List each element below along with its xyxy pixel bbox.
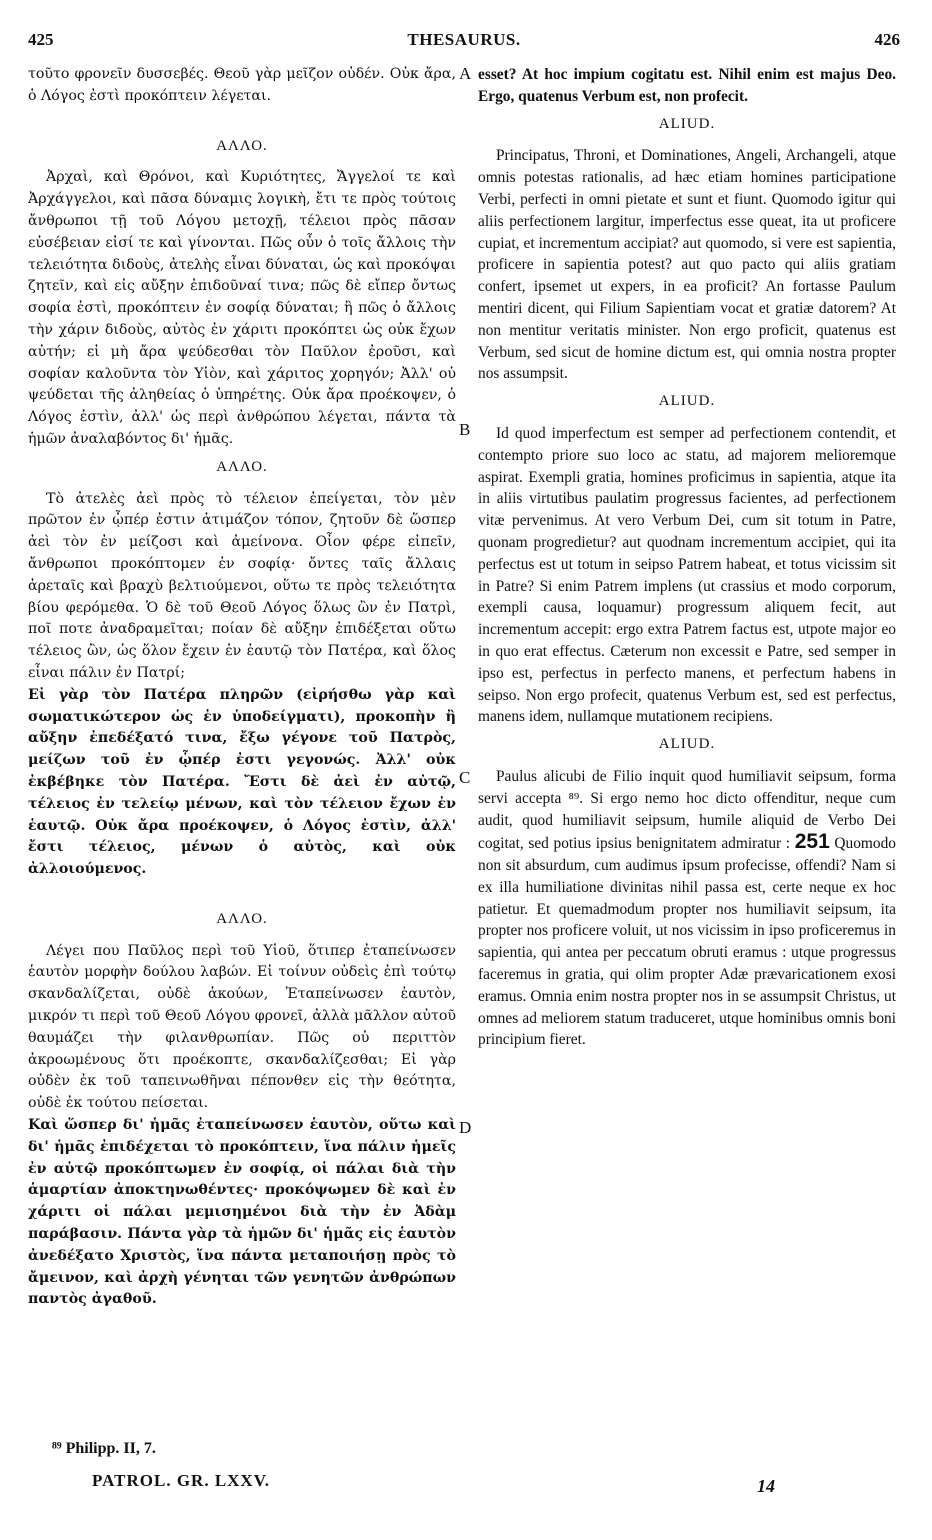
page-header	[28, 30, 900, 56]
greek-intro: τοῦτο φρονεῖν δυσσεβές. Θεοῦ γὰρ μεῖζον οὐδέν. Οὐκ ἄρα, ὁ Λόγος ἐστὶ προκόπτειν λέγεται.	[28, 66, 456, 104]
margin-letter-d: D	[459, 1118, 472, 1137]
latin-paragraph-2: Id quod imperfectum est semper ad perfectionem contendit, et contempto priore suo loco ac statu, ad majorem melioremque aspirat. Exempli gratia, homines proficimus in sapientia, atque ita in aliis virtutibus paulatim progressus facientes, ad perfectionem vitæ pervenimus. At vero Verbum Dei, cum sit totum in Patre, quonam progredietur? aut quodnam incrementum accipiet, qui ita perfectus est ut totum in seipso Patrem habeat, et totus vicissim sit in Patre? Si enim Patrem implens (ut crassius et modo corporum, exempli causa, loquamur) progressum aliquem fecit, aut incrementum accepit: ergo extra Patrem factus est, utpote major eo in quo erat effectus. Cæterum non excessit e Patre, sed semper in ipso est, perfectus in perfecto manens, et perfectum habens in seipso. Non ergo profecit, quatenus Verbum est, sed est perfectus, manens idem, nullamque mutationem recipiens.	[478, 424, 896, 726]
greek-heading-2: ΑΛΛΟ.	[216, 458, 268, 475]
greek-column	[28, 64, 456, 1311]
greek-paragraph-1: Ἀρχαὶ, καὶ Θρόνοι, καὶ Κυριότητες, Ἄγγελοί τε καὶ Ἀρχάγγελοι, καὶ πᾶσα δύναμις λογικὴ, ἔτι τε πρὸς τούτοις ἄνθρωποι τῇ τοῦ Λόγου μετοχῇ, τέλειοι πρὸς πᾶσαν εὐσέβειαν εἰσί τε καὶ γίνονται. Πῶς οὖν ὁ τοῖς ἄλλοις τὴν τελειότητα διδοὺς, ἀτελὴς εἶναι δύναται, ὡς καὶ προκόψαι ζητεῖν, καὶ εἰς αὔξην ἐπιδοῦναί τινα; πῶς δὲ εἴπερ ὄντως σοφία ἐστὶ, προκόπτειν ἐν σοφίᾳ δύναται; ἢ πῶς ὁ ἄλλοις τὴν χάριν διδοὺς, αὐτὸς ἐν χάριτι προκόπτει ὡς οὐκ ἔχων αὐτήν; εἰ μὴ ἄρα ψεύδεσθαι τὸν Παῦλον ἐροῦσι, καὶ σοφίαν καλοῦντα τὸν Υἱὸν, καὶ χάριτος χορηγόν; Ἀλλ' οὐ ψεύδεται τῆς ἀληθείας ὁ ὑπηρέτης. Οὐκ ἄρα προέκοψεν, ὁ Λόγος ἐστὶν, ἀλλ' ὡς περὶ ἀνθρώπου λέγεται, πάντα τὰ ἡμῶν ἀναλαβόντος δι' ἡμᾶς.	[28, 169, 456, 447]
margin-letter-c: C	[459, 768, 471, 787]
page-number-right: 426	[874, 30, 900, 49]
latin-paragraph-1: Principatus, Throni, et Dominationes, Angeli, Archangeli, atque omnis potestas rationalis, ad hæc etiam homines participatione Verbi, perfecti in omni pietate et sunt et fiunt. Quomodo igitur qui aliis perfectionem largitur, imperfectus esse queat, ita ut proficere cupiat, et incrementum accipiat? aut quomodo, si vere est sapientia, proficere in sapientia potest? aut quo pacto qui aliis gratiam confert, ipsemet ut expers, in ea proficit? An fortasse Paulum mentiri dicent, qui Filium Sapientiam vocat et gratiæ datorem? At non mentitur veritatis minister. Non ergo proficit, quatenus est Verbum, sed sicut de homine dictum est, qui omnia nostra propter nos assumpsit.	[478, 147, 896, 383]
greek-paragraph-3b: Καὶ ὥσπερ δι' ἡμᾶς ἐταπείνωσεν ἑαυτὸν, οὕτω καὶ δι' ἡμᾶς ἐπιδέχεται τὸ προκόπτειν, ἵνα πάλιν ἡμεῖς ἐν αὐτῷ προκόπτωμεν ἐν σοφίᾳ, οἱ πάλαι διὰ τὴν ἁμαρτίαν ἀποκτηνωθέντες· προκόψωμεν δὲ καὶ ἐν χάριτι οἱ πάλαι μεμισημένοι διὰ τὴν ἐν Ἀδὰμ παράβασιν. Πάντα γὰρ τὰ ἡμῶν δι' ἡμᾶς εἰς ἑαυτὸν ἀνεδέξατο Χριστὸς, ἵνα πάντα μεταποιήσῃ πρὸς τὸ ἄμεινον, καὶ ἀρχὴ γένηται τῶν γενητῶν ἀνθρώπων παντὸς ἀγαθοῦ.	[28, 1117, 456, 1308]
latin-paragraph-3b: Quomodo non sit absurdum, cum audimus ipsum profecisse, offendi? Nam si ex illa humiliatione divinitas nihil passa est, certe neque ex hoc patietur. Et quemadmodum propter nos humiliavit seipsum, ita propter nos proficere voluit, ut nos vicissim in ipso proficeremus in sapientia, qui antea per peccatum obruti eramus : utque progressus faceremus in gratia, qui olim propter Adæ prævaricationem exosi eramus. Omnia enim nostra propter nos in se assumpsit Christus, ut omnes ad meliorem statum traduceret, utque hominibus omnis boni principium fieret.	[478, 835, 896, 1049]
page-number-left: 425	[28, 30, 54, 49]
margin-letter-b: B	[459, 420, 471, 439]
latin-heading-1: ALIUD.	[658, 115, 716, 132]
greek-paragraph-2b: Εἰ γὰρ τὸν Πατέρα πληρῶν (εἰρήσθω γὰρ καὶ σωματικώτερον ὡς ἐν ὑποδείγματι), προκοπὴν ἢ αὔξην ἐπεδέξατό τινα, ἔξω γέγονε τοῦ Πατρὸς, μείζων τοῦ ἐν ᾧπέρ ἐστι γεγονώς. Ἀλλ' οὐκ ἐκβέβηκε τὸν Πατέρα. Ἔστι δὲ ἀεὶ ἐν αὐτῷ, τέλειος ἐν τελείῳ μένων, καὶ τὸν τέλειον ἔχων ἐν ἑαυτῷ. Οὐκ ἄρα προέκοψεν, ὁ Λόγος ἐστὶν, ἀλλ' ἔστι τέλειος, μένων ὁ αὐτὸς, καὶ οὐκ ἀλλοιούμενος.	[28, 686, 456, 878]
footer-source: PATROL. GR. LXXV.	[92, 1471, 271, 1490]
latin-paragraph-3	[478, 766, 896, 1051]
signature-mark: 14	[757, 1476, 775, 1496]
greek-paragraph-2: Τὸ ἀτελὲς ἀεὶ πρὸς τὸ τέλειον ἐπείγεται, τὸν μὲν πρῶτον ἐν ᾧπέρ ἐστιν ἀτιμάζον τόπον, ζητοῦν δὲ ὥσπερ ἀεὶ τὸν ἐν μείζοσι καὶ ἀμείνονα. Οἷον φέρε εἰπεῖν, ἄνθρωποι προκόπτομεν ἐν σοφίᾳ· ὄντες ταῖς ἄλλαις ἀρεταῖς καὶ βραχὺ βελτιούμενοι, οὕτω τε πρὸς τελειότητα βίου φερόμεθα. Ὁ δὲ τοῦ Θεοῦ Λόγος ὅλως ὢν ἐν Πατρὶ, ποῖ ποτε ἀναδραμεῖται; ποίαν δὲ αὔξην ἐπιδέξεται οὕτω τέλειος ὢν, ὡς ὅλον ἔχειν ἐν ἑαυτῷ τὸν Πατέρα, καὶ ὅλος εἶναι πάλιν ἐν Πατρί;	[28, 490, 456, 681]
latin-paragraph-3a: Paulus alicubi de Filio inquit quod humiliavit seipsum, forma servi accepta ⁸⁹. Si ergo nemo hoc dicto offenditur, neque cum audit, quod humiliavit seipsum, humile aliquid de Verbo Dei cogitat, sed potius ipsius benignitatem admiratur :	[478, 767, 896, 853]
column-number: 251	[794, 830, 830, 854]
latin-column	[478, 64, 896, 1051]
latin-intro: esset? At hoc impium cogitatu est. Nihil enim est majus Deo. Ergo, quatenus Verbum est, non profecit.	[478, 66, 896, 105]
latin-heading-2: ALIUD.	[658, 393, 716, 410]
greek-heading-1: ΑΛΛΟ.	[216, 137, 268, 154]
margin-letter-a: A	[459, 64, 472, 83]
latin-heading-3: ALIUD.	[658, 736, 716, 753]
footnote: ⁸⁹ Philipp. II, 7.	[52, 1440, 156, 1457]
greek-paragraph-3: Λέγει που Παῦλος περὶ τοῦ Υἱοῦ, ὅτιπερ ἐταπείνωσεν ἑαυτὸν μορφὴν δούλου λαβών. Εἰ τοίνυν οὐδεὶς ἐπὶ τούτῳ σκανδαλίζεται, οὐδὲ ἀκούων, Ἐταπείνωσεν ἑαυτὸν, μικρόν τι περὶ τοῦ Θεοῦ Λόγου φρονεῖ, ἀλλὰ μᾶλλον αὐτοῦ θαυμάζει τὴν φιλανθρωπίαν. Πῶς οὐ περιττὸν ἀκροωμένους ὅτι προέκοπτε, σκανδαλίζεσθαι; Εἰ γὰρ οὐδὲν ἐκ τοῦ ταπεινωθῆναι πέπονθεν εἰς τὴν θεότητα, οὐδὲ ἐκ τούτου πείσεται.	[28, 942, 456, 1112]
greek-heading-3: ΑΛΛΟ.	[216, 910, 268, 927]
running-title: THESAURUS.	[407, 30, 521, 49]
